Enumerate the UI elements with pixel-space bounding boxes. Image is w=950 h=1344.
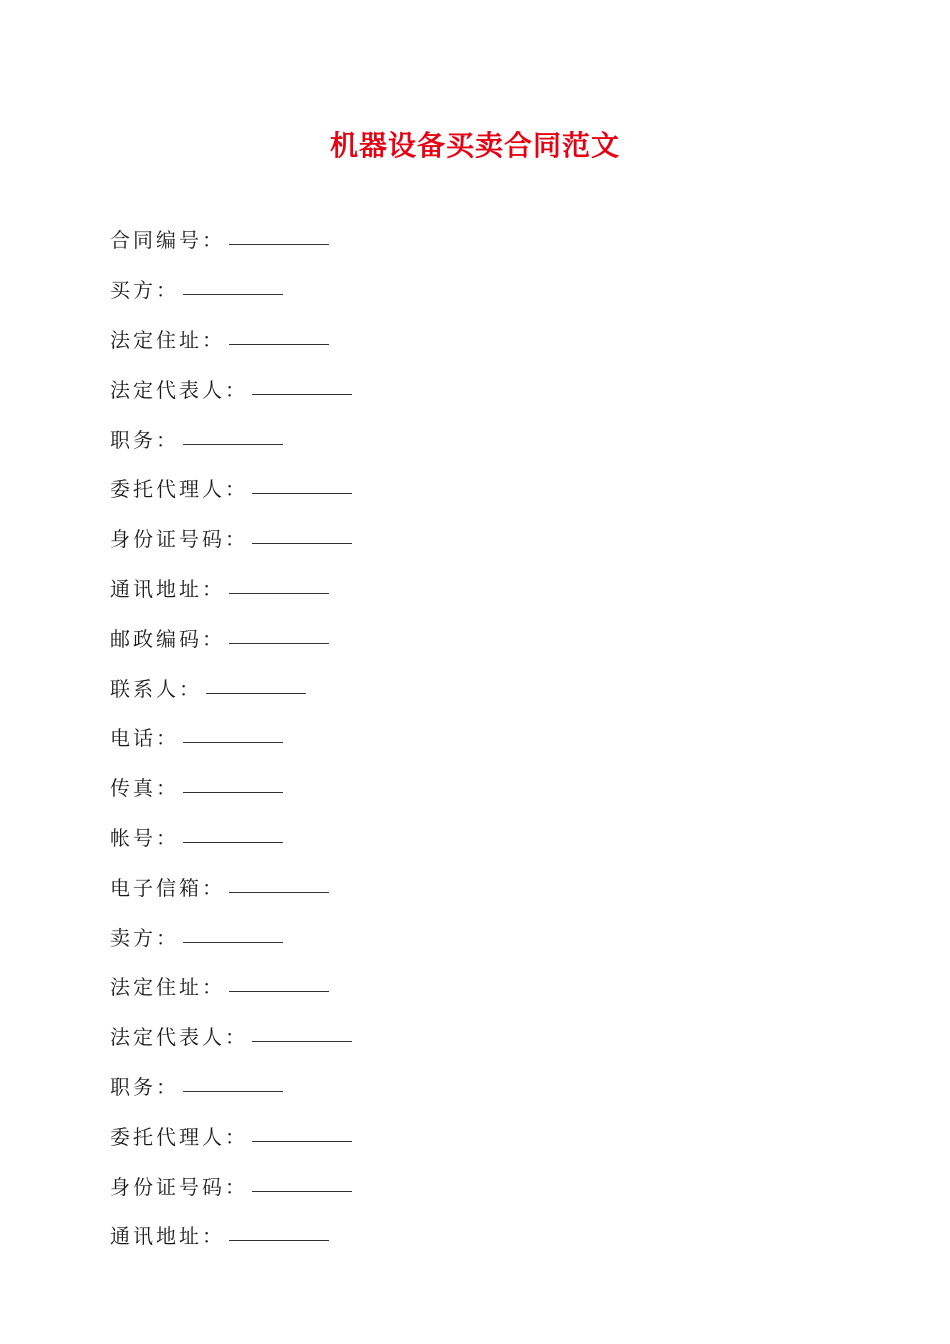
blank-line (229, 224, 329, 245)
blank-line (252, 374, 352, 395)
field-buyer-legal-rep (110, 363, 850, 413)
field-label: 买方： (110, 278, 179, 303)
blank-line (229, 324, 329, 345)
field-seller (110, 911, 850, 961)
field-label: 委托代理人： (110, 477, 248, 502)
field-seller-mailing-address (110, 1210, 850, 1260)
field-seller-id-number (110, 1160, 850, 1210)
field-buyer-id-number (110, 513, 850, 563)
blank-line (183, 822, 283, 843)
field-seller-agent (110, 1110, 850, 1160)
blank-line (229, 1220, 329, 1241)
field-buyer (110, 264, 850, 314)
field-buyer-mailing-address (110, 563, 850, 613)
blank-line (183, 722, 283, 743)
field-label: 法定代表人： (110, 1025, 248, 1050)
blank-line (252, 473, 352, 494)
field-label: 身份证号码： (110, 1174, 248, 1199)
document-title: 机器设备买卖合同范文 (329, 129, 620, 162)
field-buyer-contact (110, 662, 850, 712)
field-label: 法定住址： (110, 327, 225, 352)
blank-line (229, 623, 329, 644)
blank-line (206, 673, 306, 694)
field-buyer-email (110, 861, 850, 911)
field-label: 委托代理人： (110, 1124, 248, 1149)
field-seller-position (110, 1061, 850, 1111)
blank-line (229, 573, 329, 594)
field-label: 卖方： (110, 925, 179, 950)
field-label: 联系人： (110, 676, 202, 701)
field-seller-legal-rep (110, 1011, 850, 1061)
blank-line (229, 872, 329, 893)
field-seller-address (110, 961, 850, 1011)
field-buyer-postal-code (110, 612, 850, 662)
field-label: 职务： (110, 427, 179, 452)
field-buyer-account (110, 812, 850, 862)
field-buyer-fax (110, 762, 850, 812)
field-label: 传真： (110, 776, 179, 801)
field-label: 帐号： (110, 825, 179, 850)
field-label: 邮政编码： (110, 626, 225, 651)
field-label: 合同编号： (110, 228, 225, 253)
field-label: 通讯地址： (110, 576, 225, 601)
field-label: 通讯地址： (110, 1224, 225, 1249)
blank-line (229, 971, 329, 992)
field-buyer-address (110, 314, 850, 364)
field-buyer-agent (110, 463, 850, 513)
blank-line (252, 1121, 352, 1142)
field-label: 法定代表人： (110, 377, 248, 402)
field-label: 电子信箱： (110, 875, 225, 900)
contract-fields (110, 214, 850, 1260)
blank-line (252, 1171, 352, 1192)
blank-line (183, 772, 283, 793)
field-buyer-position (110, 413, 850, 463)
field-contract-number (110, 214, 850, 264)
blank-line (252, 1021, 352, 1042)
field-buyer-phone (110, 712, 850, 762)
blank-line (252, 523, 352, 544)
blank-line (183, 274, 283, 295)
field-label: 法定住址： (110, 975, 225, 1000)
field-label: 职务： (110, 1074, 179, 1099)
field-label: 身份证号码： (110, 527, 248, 552)
blank-line (183, 1071, 283, 1092)
field-label: 电话： (110, 726, 179, 751)
blank-line (183, 922, 283, 943)
blank-line (183, 424, 283, 445)
